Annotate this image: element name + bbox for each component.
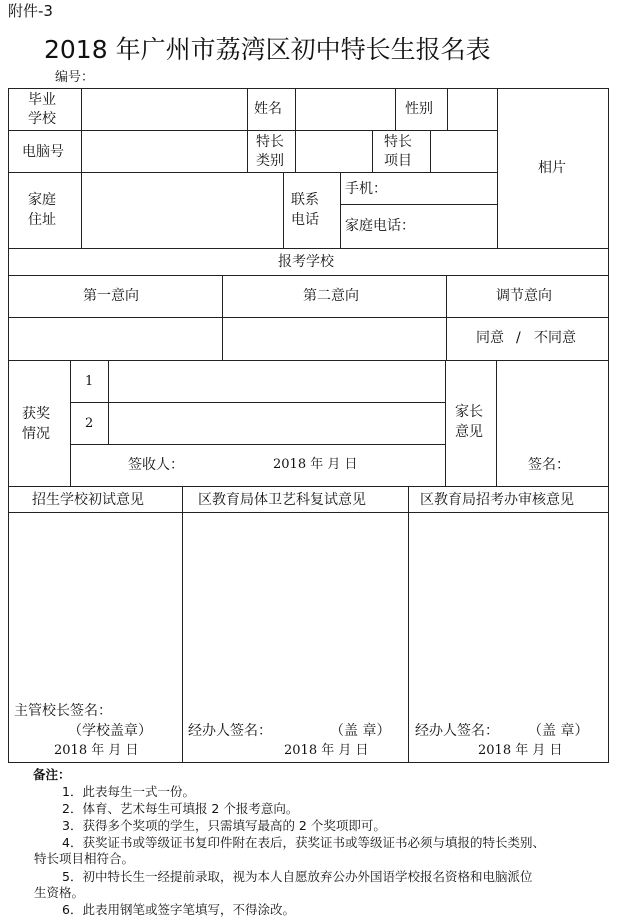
specialty-category-label-1: 特长 [256, 134, 284, 150]
first-choice-label: 第一意向 [83, 288, 139, 304]
address-field[interactable] [82, 173, 283, 248]
school-opinion-date: 2018 年 月 日 [54, 743, 139, 758]
graduate-school-field[interactable] [82, 89, 247, 130]
home-phone-label: 家庭电话： [345, 218, 415, 234]
receiver-date: 2018 年 月 日 [273, 457, 358, 472]
home-phone-field[interactable] [420, 205, 497, 248]
photo-label: 相片 [538, 160, 566, 176]
specialty-item-field[interactable] [431, 131, 497, 172]
photo-box[interactable] [498, 89, 608, 248]
award-2-field[interactable] [109, 403, 445, 444]
attachment-label: 附件-3 [8, 2, 53, 20]
school-opinion-heading: 招生学校初试意见 [32, 492, 144, 508]
specialty-category-field[interactable] [296, 131, 372, 172]
adjust-choice-label: 调节意向 [496, 288, 552, 304]
exam-office-opinion-heading: 区教育局招考办审核意见 [420, 492, 574, 508]
school-opinion-field[interactable] [9, 513, 182, 703]
school-stamp-label: （学校盖章） [68, 723, 152, 739]
note-item: 3．获得多个奖项的学生，只需填写最高的 2 个奖项即可。 [62, 818, 386, 833]
award-number-1: 1 [85, 374, 94, 389]
address-label-1: 家庭 [28, 192, 56, 208]
stamp-label-3: （盖 章） [528, 723, 589, 739]
specialty-item-label-2: 项目 [384, 153, 412, 169]
address-label-2: 住址 [28, 212, 56, 228]
award-1-field[interactable] [109, 361, 445, 402]
computer-no-label: 电脑号 [22, 144, 64, 160]
mobile-field[interactable] [400, 173, 497, 204]
mobile-label: 手机： [345, 181, 387, 197]
awards-label-2: 情况 [22, 426, 50, 442]
disagree-option[interactable]: 不同意 [534, 330, 576, 346]
sports-art-opinion-date: 2018 年 月 日 [284, 743, 369, 758]
name-label: 姓名 [254, 101, 282, 117]
note-item: 4．获奖证书或等级证书复印件附在表后，获奖证书或等级证书必须与填报的特长类别、 [62, 835, 545, 850]
note-item: 5．初中特长生一经提前录取，视为本人自愿放弃公办外国语学校报名资格和电脑派位 [62, 869, 533, 884]
note-item: 1．此表每生一式一份。 [62, 784, 195, 799]
notes-title: 备注： [33, 767, 71, 782]
second-choice-field[interactable] [223, 318, 446, 360]
parent-sign-label: 签名： [528, 457, 570, 473]
choice-separator: / [516, 330, 521, 346]
exam-office-opinion-date: 2018 年 月 日 [478, 743, 563, 758]
handler-sign-label-2: 经办人签名： [188, 723, 272, 739]
second-choice-label: 第二意向 [303, 288, 359, 304]
specialty-item-label-1: 特长 [384, 134, 412, 150]
serial-label: 编号： [55, 70, 95, 85]
graduate-school-label-2: 学校 [28, 111, 56, 127]
first-choice-field[interactable] [9, 318, 222, 360]
parent-opinion-field[interactable] [497, 361, 608, 451]
sports-art-opinion-heading: 区教育局体卫艺科复试意见 [198, 492, 366, 508]
contact-phone-label-1: 联系 [291, 192, 319, 208]
receiver-sign-label: 签收人： [128, 457, 184, 473]
note-item: 2．体育、艺术每生可填报 2 个报考意向。 [62, 801, 299, 816]
note-item-continued: 生资格。 [34, 885, 85, 900]
apply-school-heading: 报考学校 [278, 254, 334, 270]
gender-field[interactable] [448, 89, 497, 130]
computer-no-field[interactable] [82, 131, 247, 172]
parent-opinion-label-1: 家长 [455, 404, 483, 420]
agree-option[interactable]: 同意 [476, 330, 504, 346]
contact-phone-label-2: 电话 [291, 212, 319, 228]
handler-sign-label-3: 经办人签名： [415, 723, 499, 739]
stamp-label-2: （盖 章） [330, 723, 391, 739]
note-item: 6．此表用钢笔或签字笔填写，不得涂改。 [62, 902, 295, 917]
sports-art-opinion-field[interactable] [183, 513, 408, 718]
awards-label-1: 获奖 [22, 406, 50, 422]
name-field[interactable] [296, 89, 395, 130]
page-title: 2018 年广州市荔湾区初中特长生报名表 [44, 35, 491, 64]
graduate-school-label-1: 毕业 [28, 92, 56, 108]
specialty-category-label-2: 类别 [256, 153, 284, 169]
principal-sign-label: 主管校长签名： [14, 703, 112, 719]
note-item-continued: 特长项目相符合。 [34, 851, 135, 866]
gender-label: 性别 [405, 101, 433, 117]
parent-opinion-label-2: 意见 [455, 424, 483, 440]
exam-office-opinion-field[interactable] [409, 513, 608, 718]
award-number-2: 2 [85, 416, 94, 431]
